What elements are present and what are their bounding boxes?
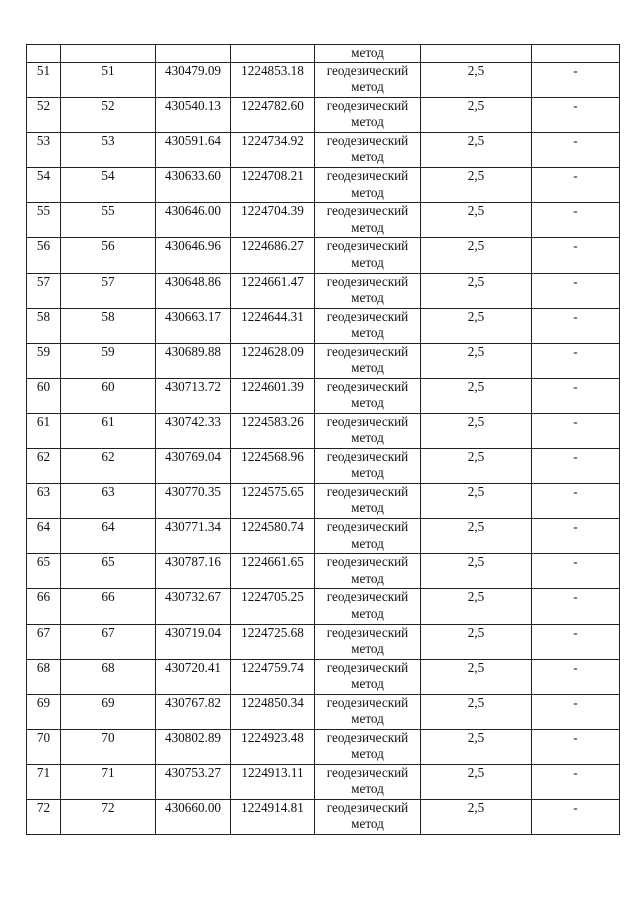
point-number-cell: 70 [61,729,156,764]
accuracy-cell: 2,5 [421,764,532,799]
point-number-cell: 66 [61,589,156,624]
row-number-cell: 68 [27,659,61,694]
method-line-1: геодезический [326,729,409,745]
x-coordinate-cell: 430720.41 [156,659,231,694]
point-number-cell: 60 [61,378,156,413]
empty-cell [532,45,620,63]
point-number-cell: 59 [61,343,156,378]
continuation-row [27,45,620,63]
accuracy-cell: 2,5 [421,63,532,98]
method-line-1: геодезический [326,449,409,465]
accuracy-cell: 2,5 [421,624,532,659]
method-line-1: геодезический [326,133,409,149]
x-coordinate-cell: 430633.60 [156,168,231,203]
method-cell [315,273,421,308]
accuracy-cell: 2,5 [421,273,532,308]
method-line-1: геодезический [326,799,409,815]
row-number-cell: 53 [27,133,61,168]
y-coordinate-cell: 1224580.74 [231,519,315,554]
row-number-cell: 70 [27,729,61,764]
method-line-2: метод [351,605,384,621]
table-row [27,63,620,98]
method-cell [315,133,421,168]
y-coordinate-cell: 1224914.81 [231,799,315,834]
method-cell [315,238,421,273]
y-coordinate-cell: 1224759.74 [231,659,315,694]
note-cell: - [532,799,620,834]
y-coordinate-cell: 1224725.68 [231,624,315,659]
x-coordinate-cell: 430646.00 [156,203,231,238]
table-row [27,273,620,308]
coordinates-table [26,44,620,835]
accuracy-cell: 2,5 [421,203,532,238]
row-number-cell: 69 [27,694,61,729]
method-cell [315,63,421,98]
method-line-1: геодезический [326,554,409,570]
table-row [27,308,620,343]
table-row [27,343,620,378]
point-number-cell: 52 [61,98,156,133]
point-number-cell: 68 [61,659,156,694]
row-number-cell: 72 [27,799,61,834]
y-coordinate-cell: 1224601.39 [231,378,315,413]
table-row [27,98,620,133]
table-row [27,729,620,764]
method-line-1: геодезический [326,624,409,640]
method-line-2: метод [351,465,384,481]
method-line-1: геодезический [326,63,409,78]
method-line-1: геодезический [326,273,409,289]
accuracy-cell: 2,5 [421,98,532,133]
method-line-2: метод [351,570,384,586]
accuracy-cell: 2,5 [421,168,532,203]
point-number-cell: 61 [61,413,156,448]
method-cell [315,729,421,764]
note-cell: - [532,729,620,764]
method-line-2: метод [351,114,384,130]
note-cell: - [532,694,620,729]
row-number-cell: 64 [27,519,61,554]
accuracy-cell: 2,5 [421,659,532,694]
point-number-cell: 58 [61,308,156,343]
note-cell: - [532,449,620,484]
x-coordinate-cell: 430787.16 [156,554,231,589]
y-coordinate-cell: 1224583.26 [231,413,315,448]
x-coordinate-cell: 430742.33 [156,413,231,448]
y-coordinate-cell: 1224661.65 [231,554,315,589]
method-line-1: геодезический [326,238,409,254]
method-line-2: метод [351,395,384,411]
x-coordinate-cell: 430753.27 [156,764,231,799]
method-cell [315,764,421,799]
note-cell: - [532,624,620,659]
note-cell: - [532,63,620,98]
empty-cell [156,45,231,63]
note-cell: - [532,98,620,133]
note-cell: - [532,554,620,589]
method-line-2: метод [351,324,384,340]
accuracy-cell: 2,5 [421,729,532,764]
y-coordinate-cell: 1224923.48 [231,729,315,764]
row-number-cell: 59 [27,343,61,378]
method-cell [315,378,421,413]
row-number-cell: 51 [27,63,61,98]
point-number-cell: 63 [61,484,156,519]
method-line-2: метод [351,219,384,235]
method-cell [315,554,421,589]
note-cell: - [532,343,620,378]
method-line-1: геодезический [326,484,409,500]
empty-cell [27,45,61,63]
method-line-2: метод [351,79,384,95]
accuracy-cell: 2,5 [421,413,532,448]
y-coordinate-cell: 1224575.65 [231,484,315,519]
method-cell [315,98,421,133]
x-coordinate-cell: 430802.89 [156,729,231,764]
method-cell [315,484,421,519]
method-cell [315,659,421,694]
table-row [27,659,620,694]
y-coordinate-cell: 1224708.21 [231,168,315,203]
row-number-cell: 63 [27,484,61,519]
x-coordinate-cell: 430719.04 [156,624,231,659]
note-cell: - [532,413,620,448]
method-line-2: метод [351,781,384,797]
row-number-cell: 62 [27,449,61,484]
point-number-cell: 67 [61,624,156,659]
y-coordinate-cell: 1224686.27 [231,238,315,273]
row-number-cell: 57 [27,273,61,308]
method-cell [315,449,421,484]
method-line-2: метод [351,535,384,551]
x-coordinate-cell: 430648.86 [156,273,231,308]
table-row [27,484,620,519]
point-number-cell: 62 [61,449,156,484]
method-line-2: метод [351,254,384,270]
row-number-cell: 67 [27,624,61,659]
note-cell: - [532,484,620,519]
method-cell [315,343,421,378]
x-coordinate-cell: 430769.04 [156,449,231,484]
x-coordinate-cell: 430689.88 [156,343,231,378]
method-cell [315,589,421,624]
empty-cell [61,45,156,63]
method-line-1: геодезический [326,168,409,184]
method-cell [315,308,421,343]
x-coordinate-cell: 430646.96 [156,238,231,273]
table-row [27,238,620,273]
y-coordinate-cell: 1224644.31 [231,308,315,343]
row-number-cell: 58 [27,308,61,343]
y-coordinate-cell: 1224913.11 [231,764,315,799]
accuracy-cell: 2,5 [421,589,532,624]
row-number-cell: 54 [27,168,61,203]
accuracy-cell: 2,5 [421,238,532,273]
method-line-2: метод [351,360,384,376]
method-line-2: метод [351,746,384,762]
point-number-cell: 65 [61,554,156,589]
method-line-2: метод [351,500,384,516]
x-coordinate-cell: 430771.34 [156,519,231,554]
x-coordinate-cell: 430770.35 [156,484,231,519]
method-continuation-cell: метод [315,45,421,63]
x-coordinate-cell: 430540.13 [156,98,231,133]
note-cell: - [532,659,620,694]
table-row [27,449,620,484]
table-row [27,624,620,659]
note-cell: - [532,589,620,624]
empty-cell [231,45,315,63]
method-line-1: геодезический [326,694,409,710]
method-cell [315,799,421,834]
note-cell: - [532,203,620,238]
table-row [27,694,620,729]
x-coordinate-cell: 430713.72 [156,378,231,413]
row-number-cell: 55 [27,203,61,238]
method-line-1: геодезический [326,343,409,359]
point-number-cell: 53 [61,133,156,168]
y-coordinate-cell: 1224628.09 [231,343,315,378]
point-number-cell: 71 [61,764,156,799]
method-line-1: геодезический [326,413,409,429]
method-line-1: геодезический [326,589,409,605]
point-number-cell: 57 [61,273,156,308]
note-cell: - [532,133,620,168]
method-cell [315,168,421,203]
point-number-cell: 56 [61,238,156,273]
point-number-cell: 64 [61,519,156,554]
row-number-cell: 60 [27,378,61,413]
method-line-1: геодезический [326,764,409,780]
method-line-1: геодезический [326,308,409,324]
method-line-2: метод [351,675,384,691]
accuracy-cell: 2,5 [421,519,532,554]
note-cell: - [532,764,620,799]
accuracy-cell: 2,5 [421,308,532,343]
x-coordinate-cell: 430591.64 [156,133,231,168]
empty-cell [421,45,532,63]
x-coordinate-cell: 430767.82 [156,694,231,729]
table-row [27,554,620,589]
method-line-2: метод [351,289,384,305]
method-line-1: геодезический [326,519,409,535]
note-cell: - [532,273,620,308]
y-coordinate-cell: 1224704.39 [231,203,315,238]
y-coordinate-cell: 1224568.96 [231,449,315,484]
x-coordinate-cell: 430663.17 [156,308,231,343]
method-line-2: метод [351,816,384,832]
method-line-2: метод [351,640,384,656]
table-row [27,413,620,448]
row-number-cell: 71 [27,764,61,799]
table-row [27,168,620,203]
table-row [27,133,620,168]
row-number-cell: 52 [27,98,61,133]
table-row [27,203,620,238]
y-coordinate-cell: 1224853.18 [231,63,315,98]
point-number-cell: 55 [61,203,156,238]
x-coordinate-cell: 430479.09 [156,63,231,98]
row-number-cell: 66 [27,589,61,624]
method-line-1: геодезический [326,378,409,394]
accuracy-cell: 2,5 [421,378,532,413]
note-cell: - [532,519,620,554]
point-number-cell: 72 [61,799,156,834]
y-coordinate-cell: 1224782.60 [231,98,315,133]
method-line-2: метод [351,184,384,200]
table-row [27,378,620,413]
x-coordinate-cell: 430660.00 [156,799,231,834]
method-line-1: геодезический [326,659,409,675]
method-line-1: геодезический [326,203,409,219]
method-cell [315,519,421,554]
y-coordinate-cell: 1224734.92 [231,133,315,168]
accuracy-cell: 2,5 [421,449,532,484]
method-line-1: геодезический [326,98,409,114]
method-cell [315,203,421,238]
accuracy-cell: 2,5 [421,799,532,834]
table-row [27,799,620,834]
method-line-2: метод [351,710,384,726]
point-number-cell: 51 [61,63,156,98]
table-row [27,519,620,554]
accuracy-cell: 2,5 [421,133,532,168]
row-number-cell: 61 [27,413,61,448]
table-row [27,764,620,799]
note-cell: - [532,168,620,203]
point-number-cell: 69 [61,694,156,729]
method-cell [315,624,421,659]
note-cell: - [532,308,620,343]
accuracy-cell: 2,5 [421,484,532,519]
y-coordinate-cell: 1224850.34 [231,694,315,729]
table-body [27,45,620,835]
y-coordinate-cell: 1224661.47 [231,273,315,308]
accuracy-cell: 2,5 [421,694,532,729]
method-line-2: метод [351,149,384,165]
row-number-cell: 65 [27,554,61,589]
table-row [27,589,620,624]
y-coordinate-cell: 1224705.25 [231,589,315,624]
note-cell: - [532,378,620,413]
method-cell [315,413,421,448]
accuracy-cell: 2,5 [421,554,532,589]
row-number-cell: 56 [27,238,61,273]
method-line-2: метод [351,430,384,446]
accuracy-cell: 2,5 [421,343,532,378]
x-coordinate-cell: 430732.67 [156,589,231,624]
note-cell: - [532,238,620,273]
method-cell [315,694,421,729]
point-number-cell: 54 [61,168,156,203]
